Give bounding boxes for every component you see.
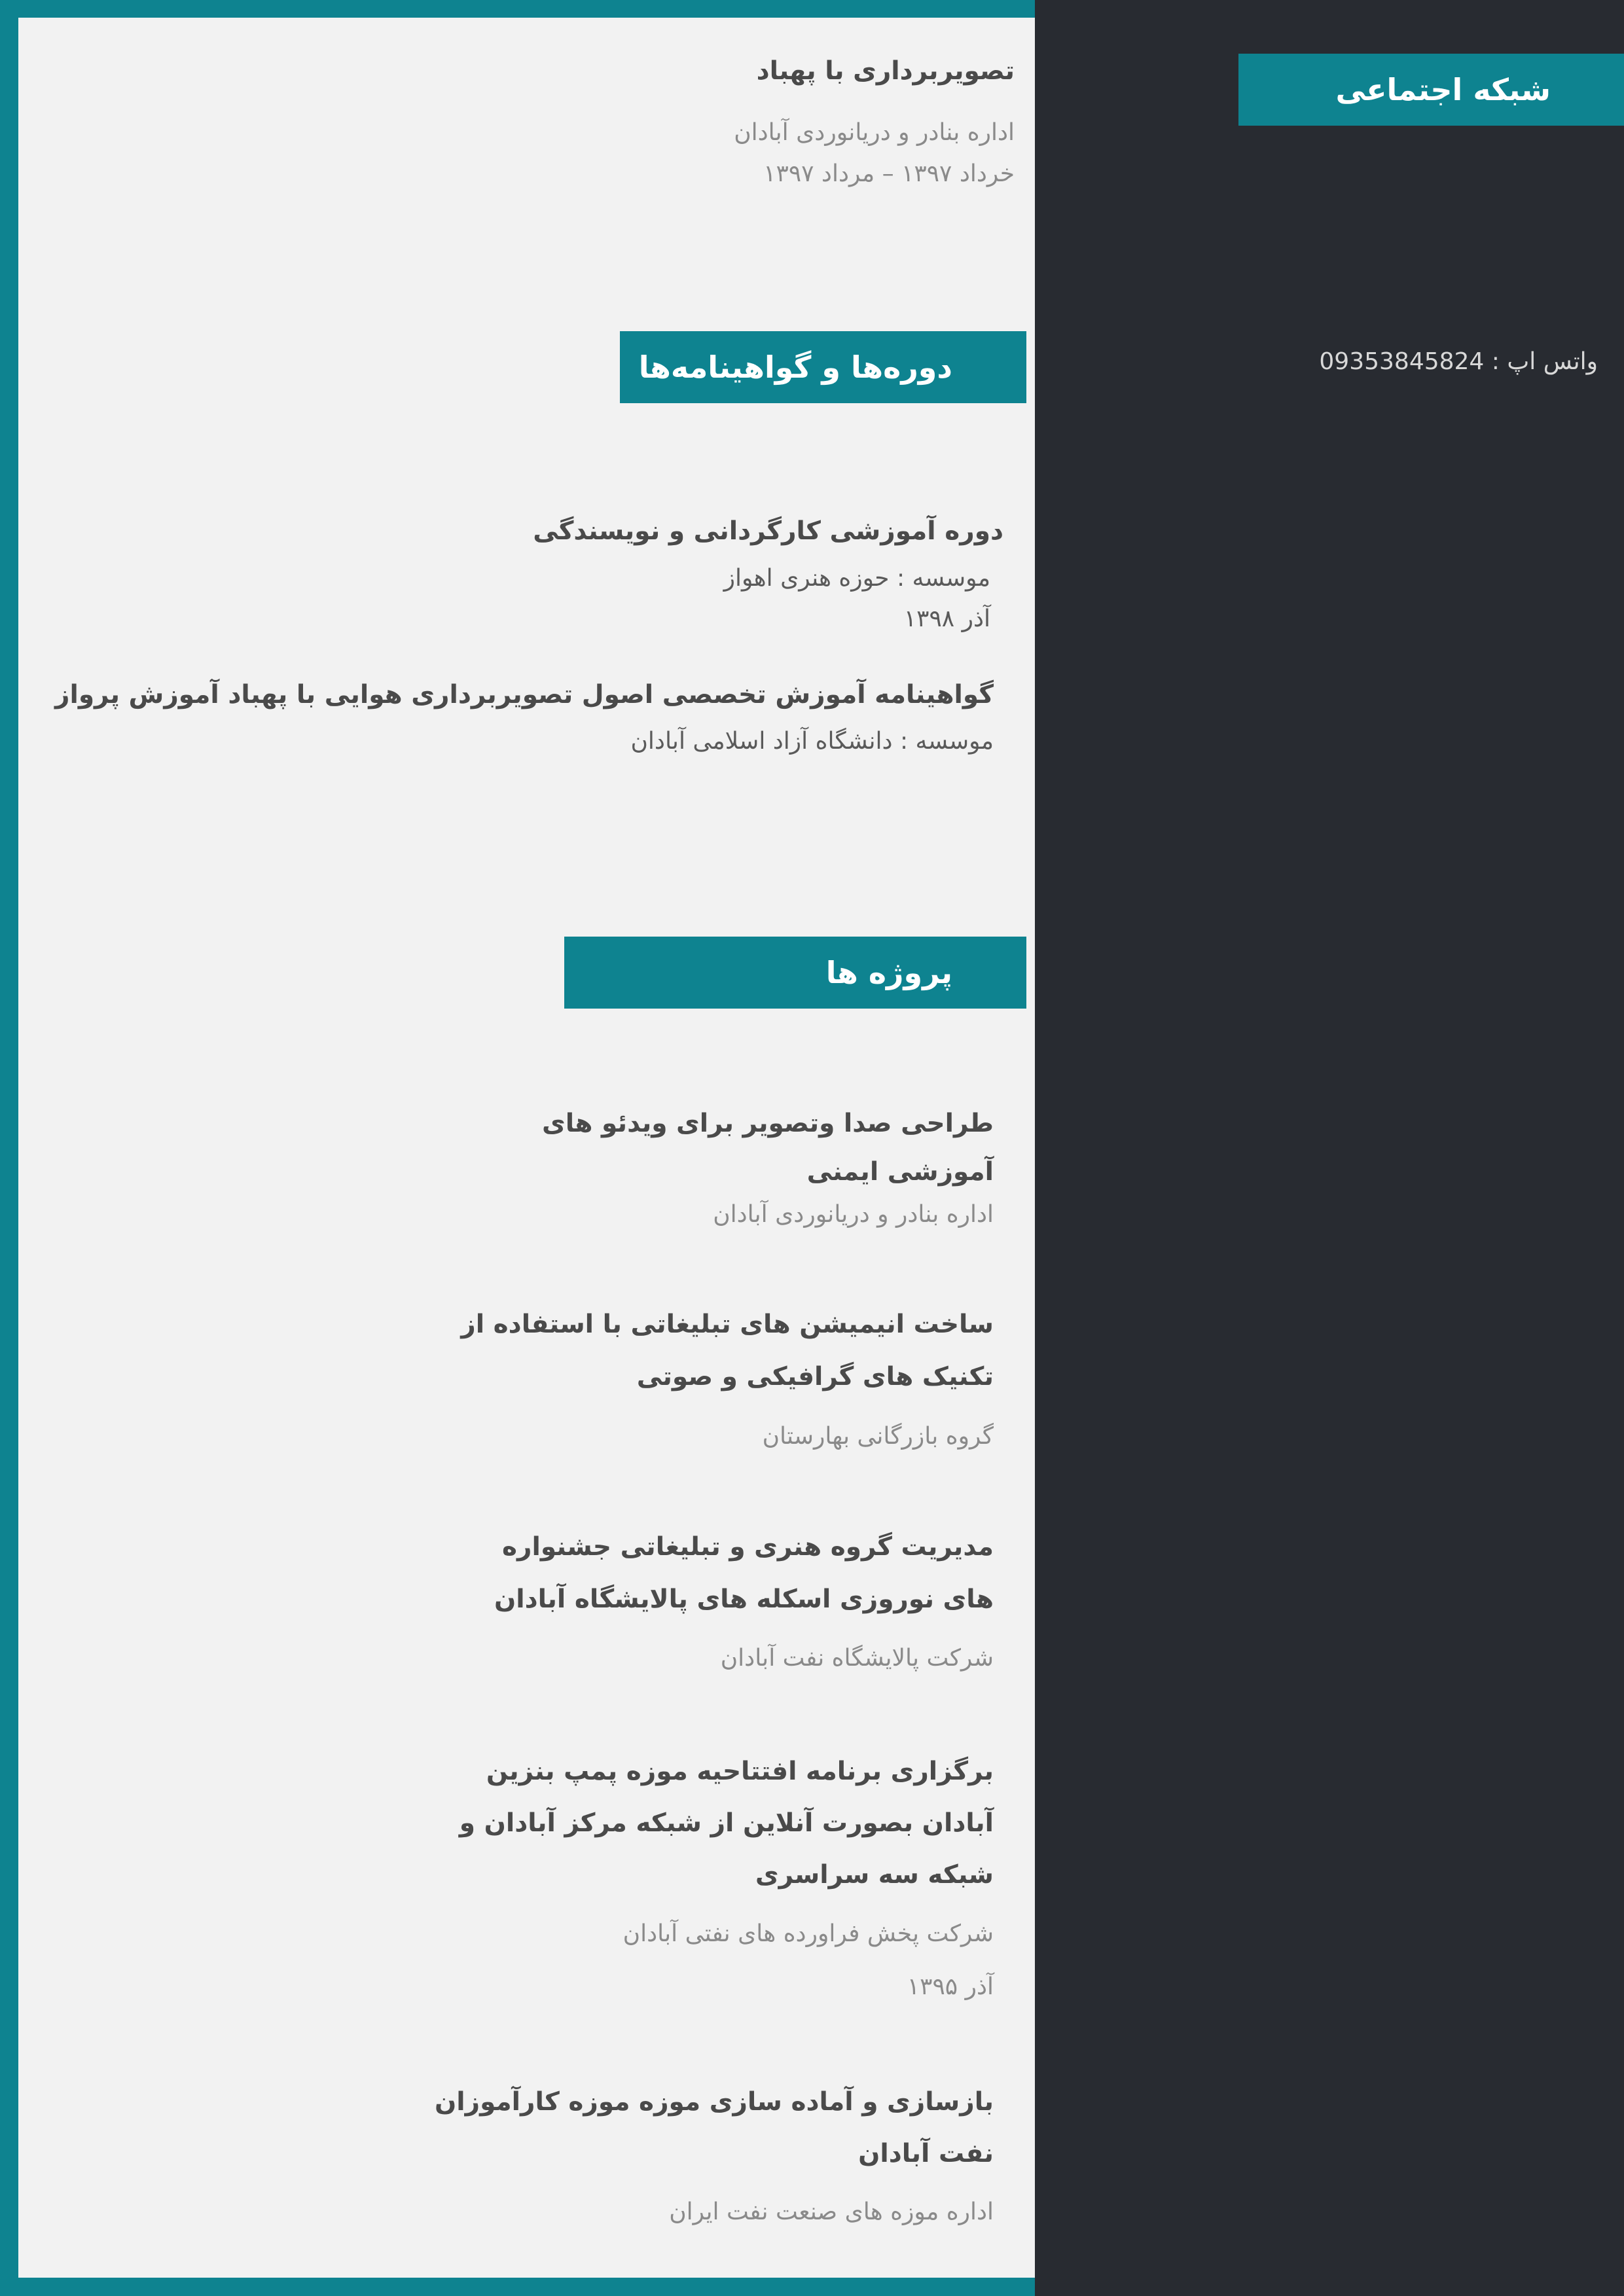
project-item <box>405 1299 994 1482</box>
project-org: اداره بنادر و دریانوردی آبادان <box>713 1201 994 1228</box>
experience-date: خرداد ۱۳۹۷ – مرداد ۱۳۹۷ <box>763 160 1015 187</box>
project-item <box>405 2076 994 2259</box>
course-date: آذر ۱۳۹۸ <box>903 605 990 632</box>
project-item <box>405 1746 994 2027</box>
project-title-line: آموزشی ایمنی <box>806 1157 994 1187</box>
course-institute: موسسه : دانشگاه آزاد اسلامی آبادان <box>630 728 994 755</box>
main-content-panel <box>18 18 1035 2278</box>
project-item <box>405 1098 994 1261</box>
course-institute: موسسه : حوزه هنری اهواز <box>723 565 990 592</box>
project-item <box>405 1521 994 1704</box>
project-title-line: های نوروزی اسکله های پالایشگاه آبادان <box>494 1585 994 1614</box>
course-title: گواهینامه آموزش تخصصی اصول تصویربرداری هوایی با پهباد آموزش پرواز <box>55 680 994 709</box>
project-title-line: شبکه سه سراسری <box>755 1860 994 1890</box>
projects-heading-text: پروژه ها <box>825 955 952 990</box>
project-title-line: برگزاری برنامه افتتاحیه موزه پمپ بنزین <box>486 1757 994 1786</box>
project-title-line: مدیریت گروه هنری و تبلیغاتی جشنواره <box>502 1532 994 1562</box>
project-title-line: بازسازی و آماده سازی موزه موزه کارآموزان <box>434 2087 994 2117</box>
project-title-line: طراحی صدا وتصویر برای ویدئو های <box>541 1109 994 1138</box>
course-title: دوره آموزشی کارگردانی و نویسندگی <box>533 516 1003 546</box>
social-heading <box>1238 54 1624 126</box>
project-org: شرکت پالایشگاه نفت آبادان <box>720 1645 994 1672</box>
experience-entry <box>425 54 1015 204</box>
courses-heading <box>620 331 1026 403</box>
courses-heading-text: دوره‌ها و گواهینامه‌ها <box>638 350 952 385</box>
experience-title: تصویربرداری با پهباد <box>756 56 1015 86</box>
course-item <box>55 669 994 787</box>
social-heading-text: شبکه اجتماعی <box>1335 72 1551 107</box>
project-title-line: آبادان بصورت آنلاین از شبکه مرکز آبادان و <box>459 1808 994 1838</box>
project-title-line: تکنیک های گرافیکی و صوتی <box>636 1362 994 1391</box>
project-org: شرکت پخش فراورده های نفتی آبادان <box>623 1920 994 1947</box>
project-date: آذر ۱۳۹۵ <box>907 1973 994 2000</box>
sidebar <box>1035 0 1624 2296</box>
projects-heading <box>564 937 1026 1009</box>
course-item <box>218 505 1003 636</box>
whatsapp-contact[interactable]: واتس اپ : 09353845824 <box>1319 348 1598 375</box>
project-org: اداره موزه های صنعت نفت ایران <box>669 2198 994 2225</box>
project-org: گروه بازرگانی بهارستان <box>762 1423 994 1450</box>
project-title-line: نفت آبادان <box>858 2139 994 2168</box>
experience-org: اداره بنادر و دریانوردی آبادان <box>734 119 1015 146</box>
project-title-line: ساخت انیمیشن های تبلیغاتی با استفاده از <box>461 1310 994 1339</box>
